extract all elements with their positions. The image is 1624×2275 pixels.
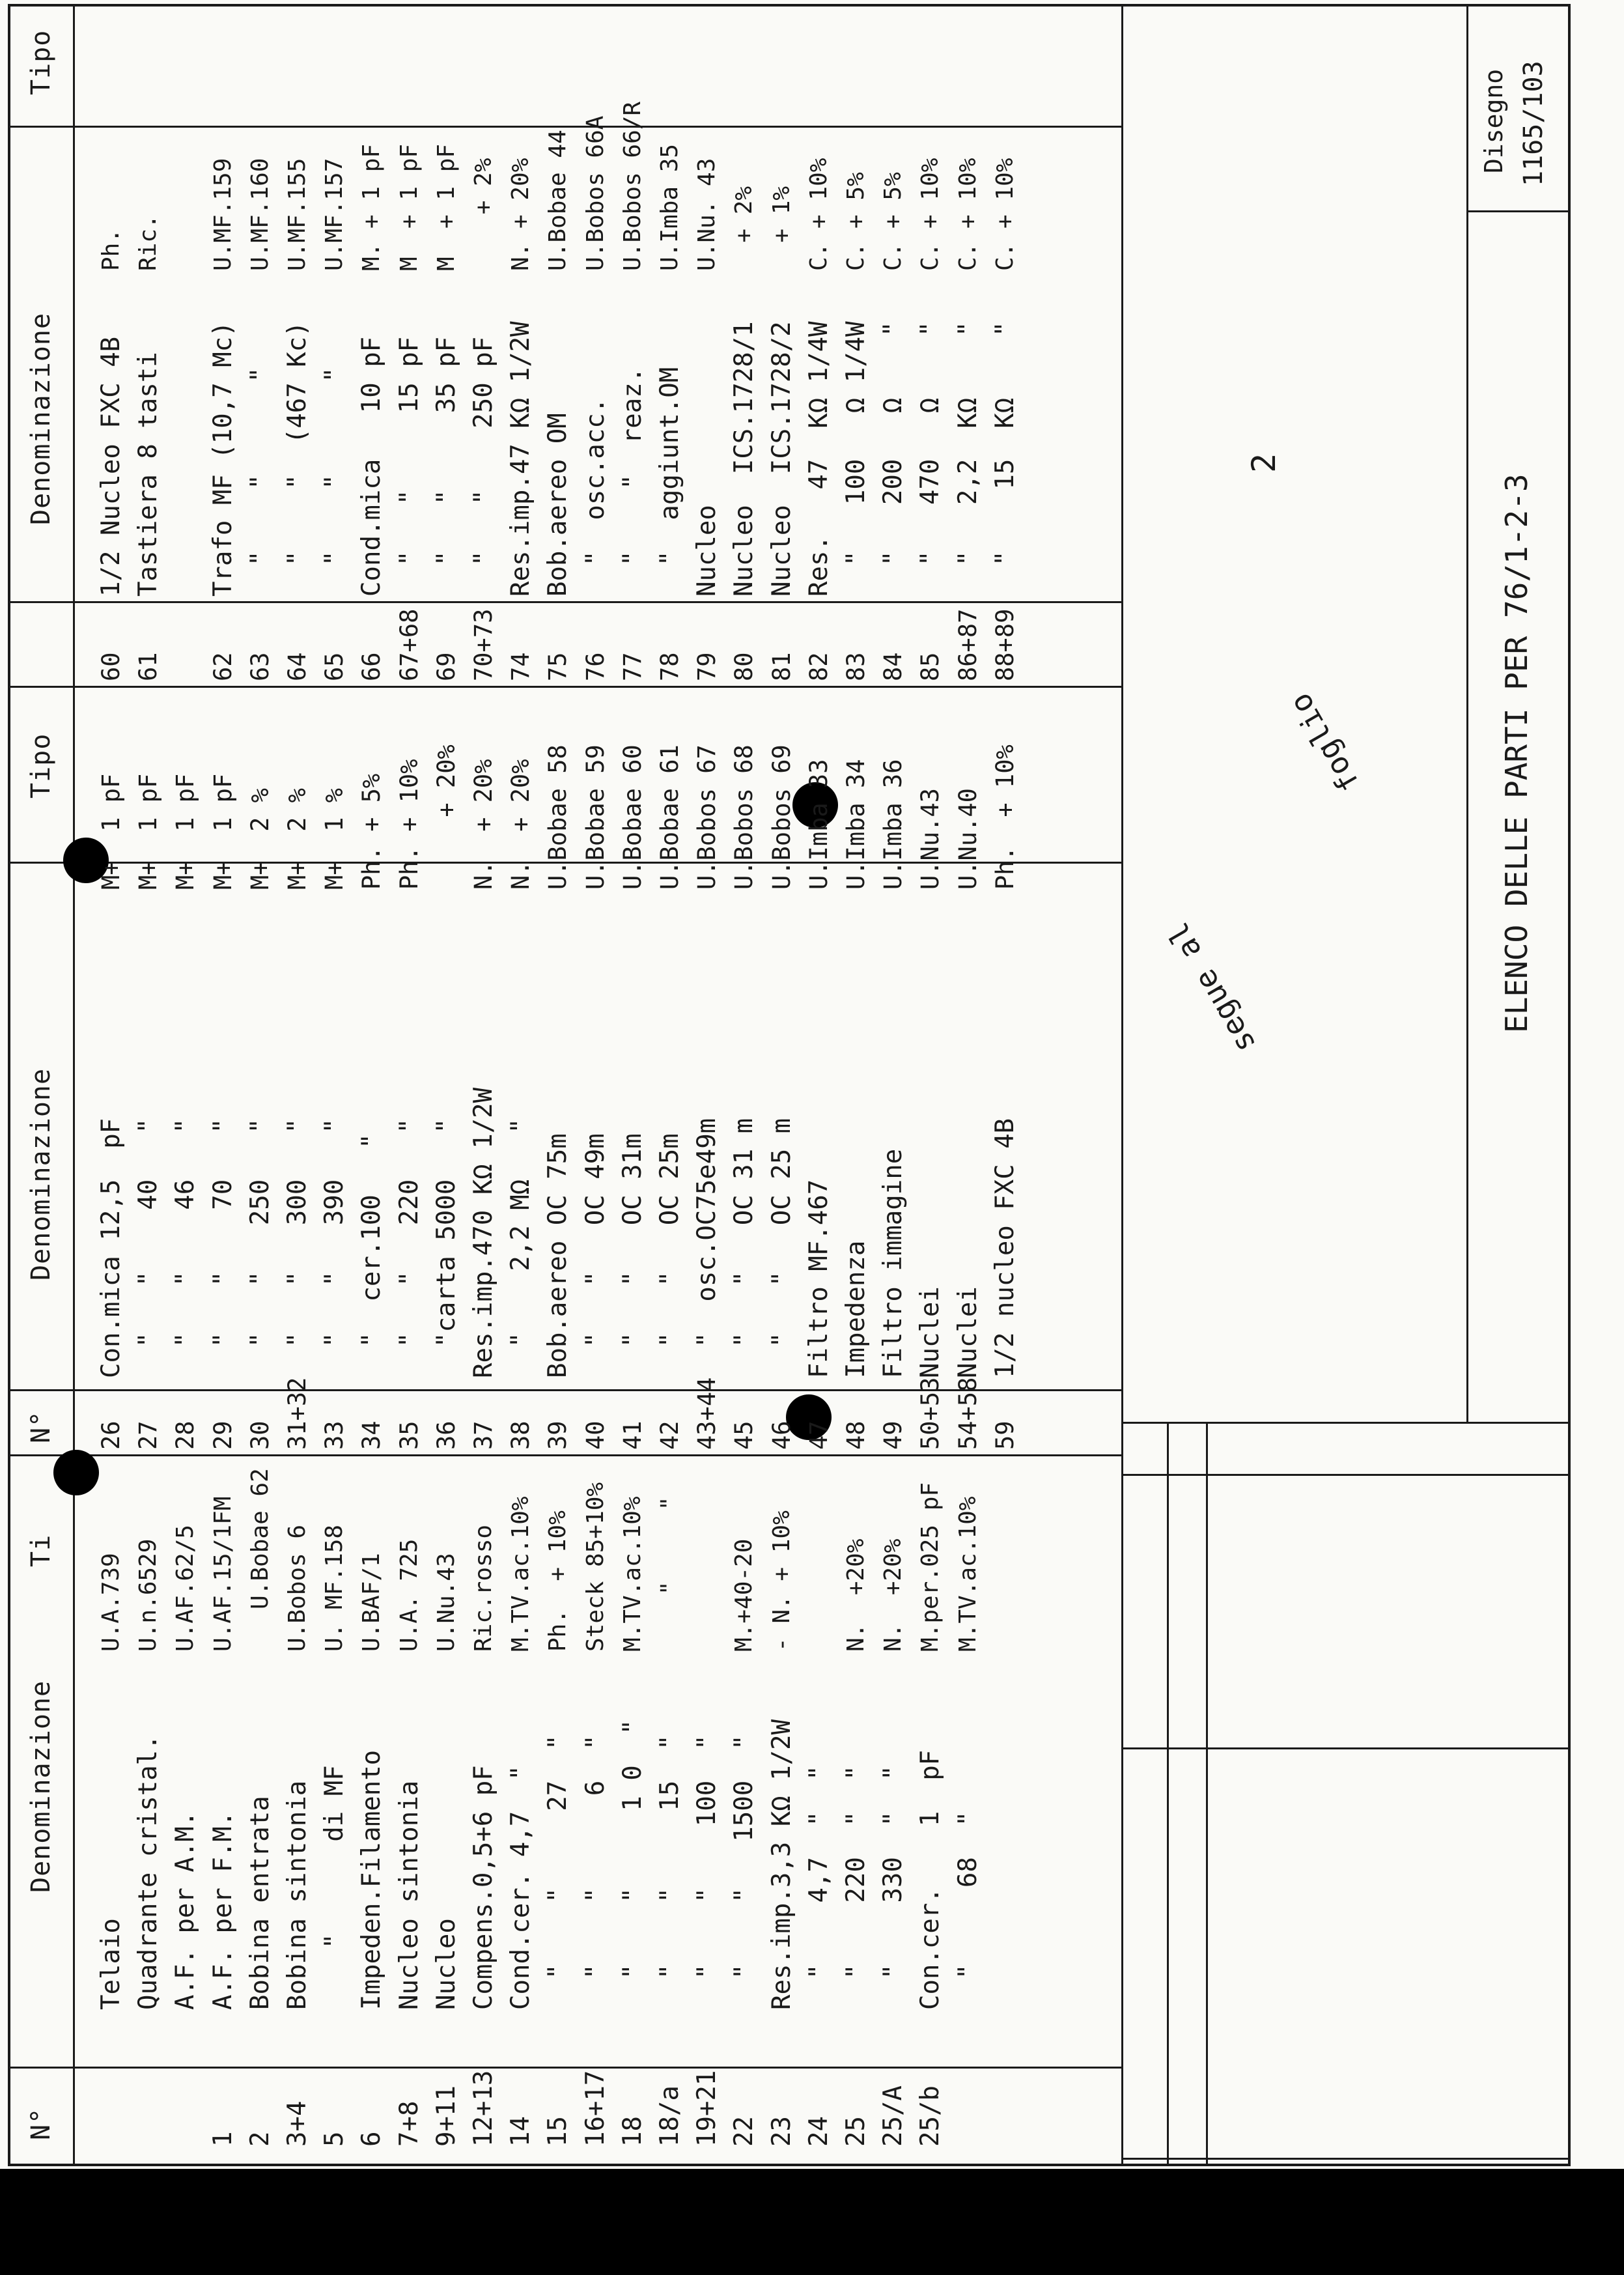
- section2-types: M+ 1 pF M+ 1 pF M+ 1 pF M+ 1 pF M+ 2 % M+ 2 % M+ 1 % Ph. + 5% Ph. + 10% + 20% N. + 20% N. + 20% U.Bobae 58 U.Bobae 59 U.Bobae 60 U.Bobae 61 U.Bobos 67 U.Bobos 68 U.Bobos 69 U.Imba 33 U.Imba 34 U.Imba 36 U.Nu.43 U.Nu.40 Ph. + 10%: [97, 744, 1019, 890]
- col-line: [8, 1454, 1121, 1456]
- footer-col-line: [1121, 1422, 1571, 1424]
- disegno-number: 1165/103: [1519, 61, 1548, 186]
- footer-col-line: [1121, 1474, 1571, 1476]
- section3-numbers: 60 61 62 63 64 65 66 67+68 69 70+73 74 75 76 77 78 79 80 81 82 83 84 85 86+87 88+89: [97, 608, 1019, 681]
- col-line: [8, 2067, 1121, 2069]
- title-col-line: [1466, 210, 1571, 212]
- disegno-label: Disegno: [1479, 68, 1508, 173]
- parts-list-form: [8, 4, 1571, 2166]
- title-rule: [1466, 4, 1468, 1424]
- header-no: N°: [26, 2107, 56, 2140]
- document-title: ELENCO DELLE PARTI PER 76/1-2-3: [1499, 473, 1534, 1033]
- table-bottom-rule: [1121, 4, 1123, 2166]
- header-tipo: Tipo: [26, 29, 56, 95]
- section1-names: Telaio Quadrante cristal. A.F. per A.M. A.F. per F.M. Bobina entrata Bobina sintonia " di MF Impeden.Filamento Nucleo sintonia Nucleo Compens.0,5+6 pF Cond.cer. 4,7 " " " 27 " " " 6 " " " 1 0 " " " 15 " " " 100 " " " 1500 " Res.imp.3,3 KΩ 1/2W " 4,7 " " " 220 " " " 330 " " Con.cer. 1 pF " 68 ": [96, 1719, 983, 2010]
- header-rule: [73, 4, 75, 2166]
- header-tipo: Ti: [26, 1534, 56, 1567]
- section2-numbers: 26 27 28 29 30 31+32 33 34 35 36 37 38 39 40 41 42 43+44 45 46 47 48 49 50+53 54+58 59: [97, 1377, 1019, 1450]
- scan-margin: [0, 2169, 1624, 2275]
- col-line: [8, 686, 1121, 688]
- page-number: 2: [1245, 453, 1283, 473]
- col-line: [8, 601, 1121, 603]
- footer-rule: [1167, 1424, 1169, 2166]
- section1-types: U.A.739 U.n.6529 U.AF.62/5 U.AF.15/1FM U.Bobae 62 U.Bobos 6 U. MF.158 U.BAF/1 U.A. 725 U.Nu.43 Ric.rosso M.TV.ac.10% Ph. + 10% Steck 85+10% M.TV.ac.10% " " M.+40-20 - N. + 10% N. +20% N. +20% M.per.025 pF M.TV.ac.10%: [98, 1468, 981, 1652]
- foglio-text: foglio: [1281, 687, 1367, 798]
- footer-col-line: [1121, 1747, 1571, 1749]
- footer-rule: [1206, 1424, 1208, 2166]
- section1-numbers: 1 2 3+4 5 6 7+8 9+11 12+13 14 15 16+17 18 18/a 19+21 22 23 24 25 25/A 25/b: [208, 2070, 945, 2147]
- header-denominazione: Denominazione: [26, 1680, 56, 1893]
- section3-names: 1/2 Nucleo FXC 4B Tastiera 8 tasti Trafo MF (10,7 Mc) " " " " " (467 Kc) " " " Cond.mica 10 pF " " 15 pF " " 35 pF " " 250 pF Res.imp.47 KΩ 1/2W Bob.aereo OM " osc.acc. " " reaz. " aggiunt.OM Nucleo Nucleo ICS.1728/1 Nucleo ICS.1728/2 Res. 47 KΩ 1/4W " 100 Ω 1/4W " 200 Ω " " 470 Ω " " 2,2 KΩ " " 15 KΩ ": [96, 321, 1020, 597]
- header-denominazione: Denominazione: [26, 1067, 56, 1280]
- segue-al-text: segue al: [1160, 916, 1263, 1059]
- footer-col-line: [1121, 2158, 1571, 2160]
- section3-types: Ph. Ric. U.MF.159 U.MF.160 U.MF.155 U.MF.157 M. + 1 pF M + 1 pF M + 1 pF + 2% N. + 20% U.Bobae 44 U.Bobos 66A U.Bobos 66/R U.Imba 35 U.Nu. 43 + 2% + 1% C. + 10% C. + 5% C. + 5% C. + 10% C. + 10% C. + 10%: [98, 101, 1018, 271]
- section2-names: Con.mica 12,5 pF " " 40 " " " 46 " " " 70 " " " 250 " " " 300 " " " 390 " " cer.100 " " " 220 " "carta 5000 " Res.imp.470 KΩ 1/2W " 2,2 MΩ " Bob.aereo OC 75m " " OC 49m " " OC 31m " " OC 25m " osc.OC75e49m " " OC 31 m " " OC 25 m Filtro MF.467 Impedenza Filtro immagine Nuclei Nuclei 1/2 nucleo FXC 4B: [96, 1087, 1020, 1378]
- header-denominazione: Denominazione: [26, 312, 56, 525]
- header-no: N°: [26, 1410, 56, 1443]
- header-tipo: Tipo: [26, 733, 56, 798]
